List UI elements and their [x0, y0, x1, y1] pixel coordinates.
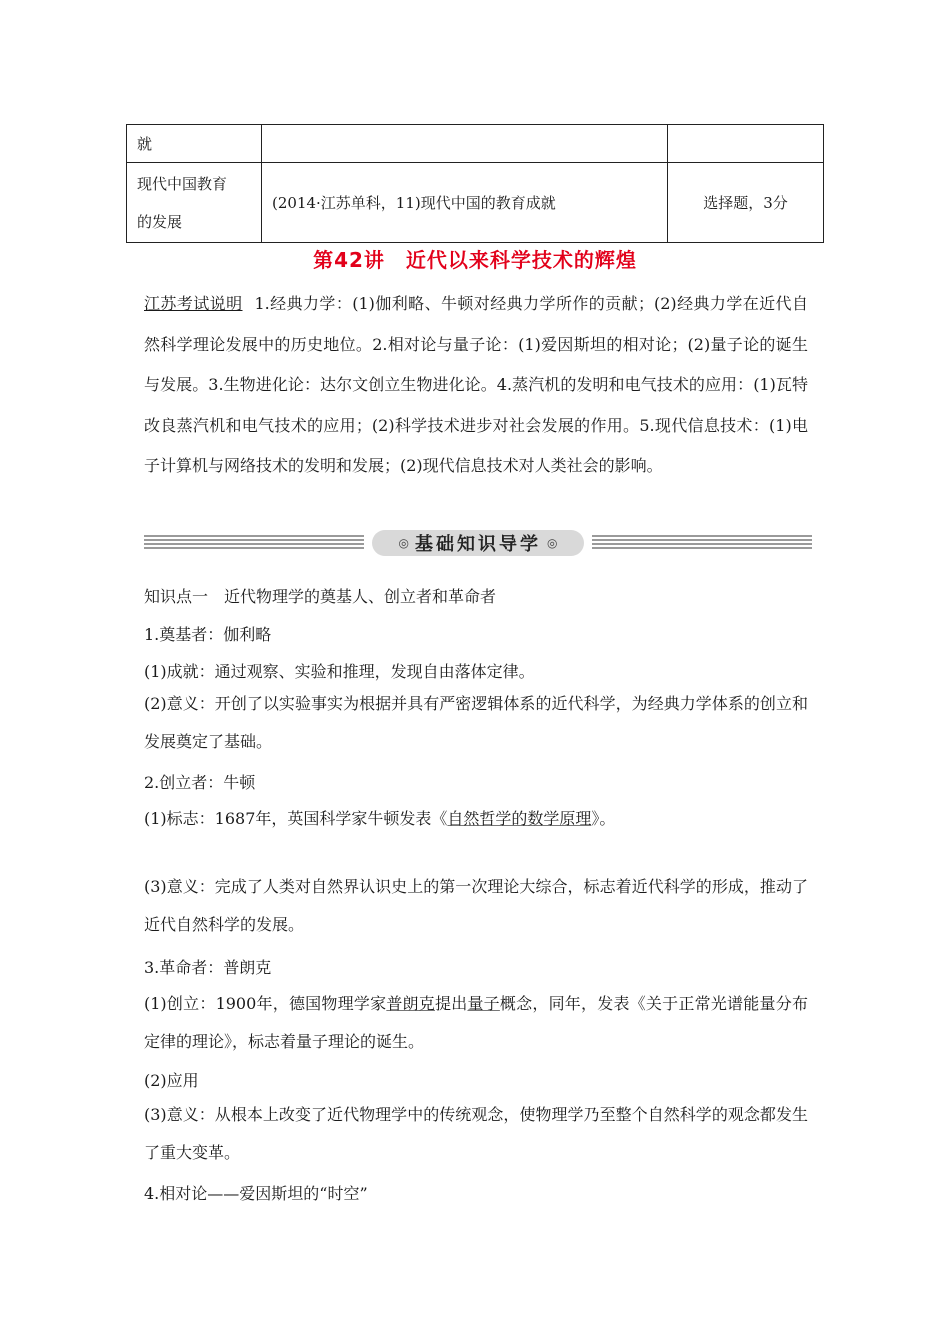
table-cell: [668, 125, 824, 163]
item-paragraph: (3)意义：完成了人类对自然界认识史上的第一次理论大综合，标志着近代科学的形成，推动了近代自然科学的发展。: [144, 877, 808, 934]
exam-notes: [144, 284, 808, 487]
item-paragraph: (2)意义：开创了以实验事实为根据并具有严密逻辑体系的近代科学，为经典力学体系的创立和发展奠定了基础。: [144, 694, 808, 751]
text-run: (1)标志：1687年，英国科学家牛顿发表《: [144, 809, 448, 828]
banner-pill: [372, 530, 584, 556]
table-cell: [262, 125, 668, 163]
item-paragraph: (3)意义：从根本上改变了近代物理学中的传统观念，使物理学乃至整个自然科学的观念都发生了重大变革。: [144, 1105, 808, 1162]
item-text: (2)应用: [144, 1071, 199, 1090]
text-run: 概念，同年，发表《关于正常光谱能量分布定律的理论》，标志着量子理论的诞生。: [144, 994, 808, 1051]
underlined-text: 量子: [467, 994, 500, 1013]
item-text: (1)成就：通过观察、实验和推理，发现自由落体定律。: [144, 662, 535, 681]
banner-title: 基础知识导学: [415, 534, 541, 555]
text-run: 》。: [591, 809, 616, 828]
item-heading: 2.创立者：牛顿: [144, 773, 256, 792]
underlined-text: 普朗克: [386, 994, 435, 1013]
item-paragraph: [144, 985, 808, 1061]
item-heading: 4.相对论——爱因斯坦的“时空”: [144, 1184, 368, 1203]
knowledge-point-heading: 知识点一 近代物理学的奠基人、创立者和革命者: [144, 587, 497, 606]
section-banner: [144, 530, 812, 556]
item-text: [144, 806, 615, 829]
table-cell: 选择题，3分: [668, 163, 824, 243]
table-cell-line: 的发展: [137, 212, 183, 231]
exam-notes-text: 1.经典力学：(1)伽利略、牛顿对经典力学所作的贡献；(2)经典力学在近代自然科学理论发展中的历史地位。2.相对论与量子论：(1)爱因斯坦的相对论；(2)量子论的诞生与发展。3.生物进化论：达尔文创立生物进化论。4.蒸汽机的发明和电气技术的应用：(1)瓦特改良蒸汽机和电气技术的应用；(2)科学技术进步对社会发展的作用。5.现代信息技术：(1)电子计算机与网络技术的发明和发展；(2)现代信息技术对人类社会的影响。: [144, 294, 808, 475]
table-cell-line: 现代中国教育: [137, 174, 228, 193]
lecture-title: 第42讲 近代以来科学技术的辉煌: [313, 248, 637, 272]
item-heading: 1.奠基者：伽利略: [144, 625, 272, 644]
table-cell: [127, 163, 262, 243]
item-heading: 3.革命者：普朗克: [144, 958, 272, 977]
text-run: (1)创立：1900年，德国物理学家: [144, 994, 387, 1013]
exam-table: [126, 124, 824, 243]
circle-bullet-icon: ◎: [547, 536, 558, 550]
text-run: 提出: [435, 994, 468, 1013]
banner-stripes-left: [144, 535, 364, 551]
table-cell: (2014·江苏单科，11)现代中国的教育成就: [262, 163, 668, 243]
table-cell: 就: [127, 125, 262, 163]
underlined-text: 自然哲学的数学原理: [447, 809, 592, 828]
table-row: [127, 125, 824, 163]
table-row: [127, 163, 824, 243]
circle-bullet-icon: ◎: [398, 536, 409, 550]
exam-notes-label: 江苏考试说明: [144, 294, 243, 313]
banner-stripes-right: [592, 535, 812, 551]
